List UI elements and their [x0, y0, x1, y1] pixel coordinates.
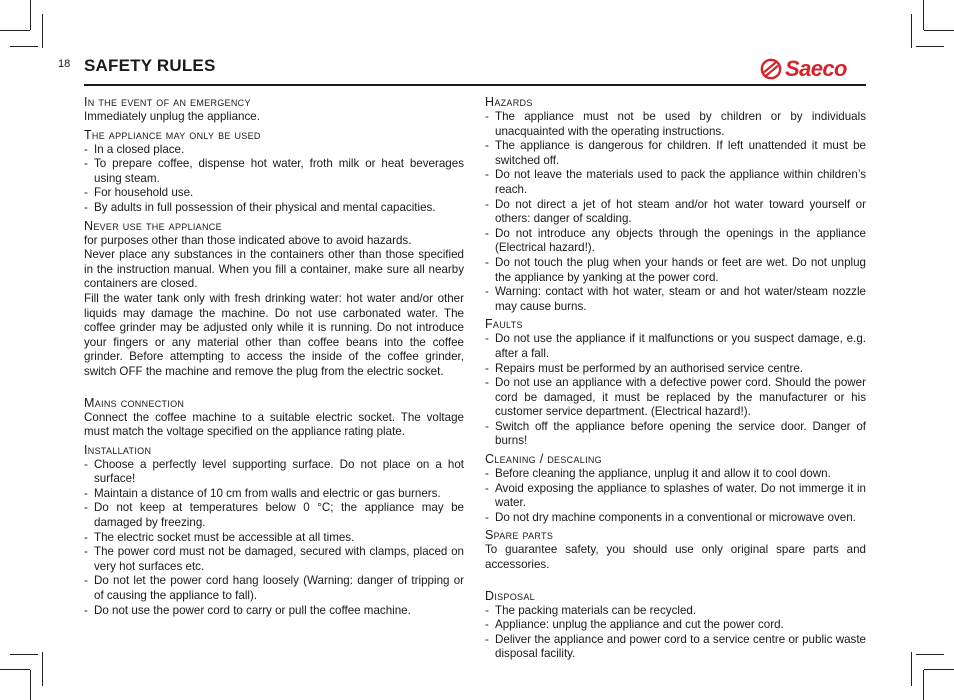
section — [485, 589, 866, 662]
bullet-list — [84, 458, 464, 619]
section-heading: Never use the appliance — [84, 218, 222, 233]
crop-mark — [923, 0, 924, 30]
section — [84, 128, 464, 216]
saeco-logo-icon — [760, 58, 782, 80]
header-rule — [84, 84, 866, 86]
paragraph: To guarantee safety, you should use only original spare parts and accessories. — [485, 543, 866, 572]
section-heading: Cleaning / descaling — [485, 452, 602, 467]
section — [84, 95, 464, 125]
paragraph: for purposes other than those indicated above to avoid hazards. — [84, 233, 412, 247]
list-item: - Do not touch the plug when your hands or feet are wet. Do not unplug the appliance by yanking at the power cord. — [485, 256, 866, 285]
bullet-list — [485, 467, 866, 525]
crop-mark — [911, 14, 912, 48]
section — [485, 452, 866, 525]
list-item: - Do not use an appliance with a defective power cord. Should the power cord be damaged, it must be replaced by the manufacturer or his customer service department. (Electrical hazard!). — [485, 376, 866, 420]
list-item: - Do not keep at temperatures below 0 °C; the appliance may be damaged by freezing. — [84, 501, 464, 530]
section-heading: The appliance may only be used — [84, 127, 261, 142]
crop-mark — [911, 652, 912, 686]
crop-mark — [923, 670, 924, 700]
section — [84, 396, 464, 440]
list-item: - Maintain a distance of 10 cm from walls and electric or gas burners. — [84, 487, 464, 502]
crop-mark — [916, 654, 944, 655]
section — [485, 317, 866, 449]
section — [485, 95, 866, 314]
list-item: - The appliance is dangerous for children. If left unattended it must be switched off. — [485, 139, 866, 168]
list-item: - Do not leave the materials used to pack the appliance within children’s reach. — [485, 168, 866, 197]
bullet-list — [84, 143, 464, 216]
list-item: - Do not dry machine components in a conventional or microwave oven. — [485, 511, 866, 526]
section-heading: In the event of an emergency — [84, 95, 251, 109]
page-number: 18 — [58, 58, 71, 70]
crop-mark — [42, 652, 43, 686]
list-item: - In a closed place. — [84, 143, 464, 158]
crop-mark — [10, 654, 38, 655]
list-item: - The appliance must not be used by children or by individuals unacquainted with the operating instructions. — [485, 110, 866, 139]
list-item: - The electric socket must be accessible at all times. — [84, 531, 464, 546]
section-heading: Mains connection — [84, 395, 185, 410]
list-item: - Do not use the appliance if it malfunctions or you suspect damage, e.g. after a fall. — [485, 332, 866, 361]
list-item: - For household use. — [84, 186, 464, 201]
crop-mark — [0, 669, 30, 670]
list-item: - Warning: contact with hot water, steam or and hot water/steam nozzle may cause burns. — [485, 285, 866, 314]
section-heading: Installation — [84, 442, 152, 457]
crop-mark — [10, 46, 38, 47]
list-item: - Appliance: unplug the appliance and cut the power cord. — [485, 618, 866, 633]
crop-mark — [30, 670, 31, 700]
section — [84, 443, 464, 619]
crop-mark — [916, 46, 944, 47]
list-item: - Do not direct a jet of hot steam and/or hot water toward yourself or others: danger of scalding. — [485, 198, 866, 227]
list-item: - Avoid exposing the appliance to splashes of water. Do not immerge it in water. — [485, 482, 866, 511]
section — [485, 528, 866, 572]
section-heading: Disposal — [485, 588, 535, 603]
list-item: - Do not let the power cord hang loosely (Warning: danger of tripping or of causing the appliance to fall). — [84, 574, 464, 603]
list-item: - Deliver the appliance and power cord to a service centre or public waste disposal facility. — [485, 633, 866, 662]
bullet-list — [485, 604, 866, 662]
bullet-list — [485, 110, 866, 314]
crop-mark — [924, 669, 954, 670]
section-heading: Faults — [485, 317, 523, 332]
paragraph: Never place any substances in the containers other than those specified in the instruction manual. When you fill a container, make sure all nearby containers are closed. — [84, 248, 464, 291]
list-item: - Choose a perfectly level supporting surface. Do not place on a hot surface! — [84, 458, 464, 487]
section-heading: Hazards — [485, 95, 533, 109]
section-heading: Spare parts — [485, 528, 554, 543]
paragraph: Connect the coffee machine to a suitable electric socket. The voltage must match the voltage specified on the appliance rating plate. — [84, 410, 464, 439]
page-title: SAFETY RULES — [84, 56, 216, 75]
brand-logo — [760, 56, 868, 82]
paragraph: Fill the water tank only with fresh drinking water: hot water and/or other liquids may damage the machine. Do not use carbonated water. The coffee grinder may be adjusted only while it is running. Do not introduce your fingers or any material other than coffee beans into the coffee grinder. Before attempting to access the inside of the coffee grinder, switch OFF the machine and remove the plug from the electric socket. — [84, 291, 464, 378]
crop-mark — [0, 30, 30, 31]
list-item: - By adults in full possession of their physical and mental capacities. — [84, 201, 464, 216]
paragraph: Immediately unplug the appliance. — [84, 110, 260, 123]
crop-mark — [924, 30, 954, 31]
list-item: - Repairs must be performed by an authorised service centre. — [485, 362, 866, 377]
list-item: - The packing materials can be recycled. — [485, 604, 866, 619]
brand-name: Saeco — [785, 56, 847, 81]
list-item: - The power cord must not be damaged, secured with clamps, placed on very hot surfaces etc. — [84, 545, 464, 574]
crop-mark — [30, 0, 31, 30]
list-item: - Do not introduce any objects through the openings in the appliance (Electrical hazard!). — [485, 227, 866, 256]
left-column — [84, 92, 464, 618]
right-column — [485, 92, 866, 662]
crop-mark — [42, 14, 43, 48]
section — [84, 219, 464, 380]
list-item: - Before cleaning the appliance, unplug it and allow it to cool down. — [485, 467, 866, 482]
list-item: - Do not use the power cord to carry or pull the coffee machine. — [84, 604, 464, 619]
bullet-list — [485, 332, 866, 449]
list-item: - Switch off the appliance before opening the service door. Danger of burns! — [485, 420, 866, 449]
list-item: - To prepare coffee, dispense hot water, froth milk or heat beverages using steam. — [84, 157, 464, 186]
